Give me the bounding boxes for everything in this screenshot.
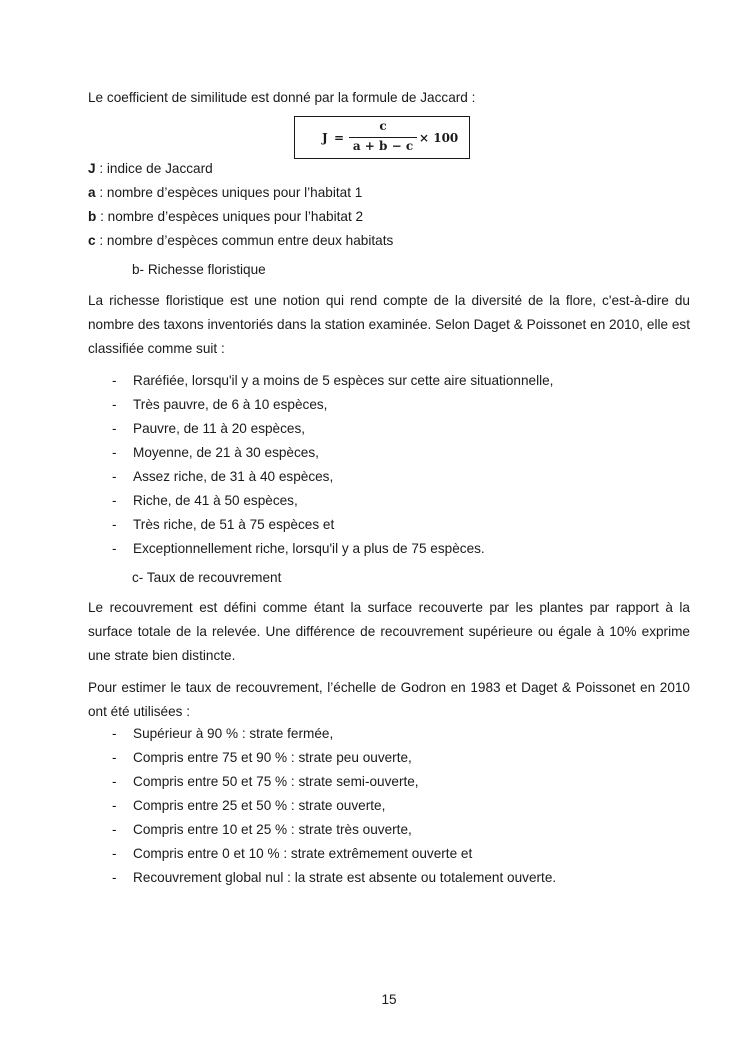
list-item: - Exceptionnellement riche, lorsqu'il y a plus de 75 espèces.	[112, 541, 485, 556]
formula-lhs: J	[322, 131, 328, 145]
definition-term: b	[88, 209, 97, 224]
definition-item	[88, 229, 690, 253]
list-item: - Assez riche, de 31 à 40 espèces,	[112, 469, 334, 484]
definition-item	[88, 157, 690, 181]
recouvrement-list	[88, 722, 690, 890]
list-item: - Compris entre 50 et 75 % : strate semi-ouverte,	[112, 774, 419, 789]
list-item: - Compris entre 75 et 90 % : strate peu ouverte,	[112, 750, 412, 765]
jaccard-formula	[294, 116, 470, 159]
list-item: - Très riche, de 51 à 75 espèces et	[112, 517, 335, 532]
list-item: - Pauvre, de 11 à 20 espèces,	[112, 421, 306, 436]
section-heading-recouvrement: c- Taux de recouvrement	[132, 570, 282, 585]
list-item: - Très pauvre, de 6 à 10 espèces,	[112, 397, 328, 412]
richesse-paragraph: La richesse floristique est une notion qui rend compte de la diversité de la flore, c'est-à-dire du nombre des taxons inventoriés dans la station examinée. Selon Daget & Poissonet en 2010, elle est classifiée comme suit :	[88, 293, 690, 356]
intro-text: Le coefficient de similitude est donné par la formule de Jaccard :	[88, 90, 476, 105]
list-item: - Riche, de 41 à 50 espèces,	[112, 493, 298, 508]
formula-multiplier: × 100	[419, 131, 459, 145]
definition-text: : indice de Jaccard	[95, 161, 213, 176]
list-item: - Raréfiée, lorsqu'il y a moins de 5 espèces sur cette aire situationnelle,	[112, 373, 554, 388]
richesse-list	[88, 369, 690, 561]
definition-item	[88, 205, 690, 229]
recouvrement-paragraph: Le recouvrement est défini comme étant la surface recouverte par les plantes par rapport à la surface totale de la relevée. Une différence de recouvrement supérieure ou égale à 10% exprime une strate bien distincte.	[88, 600, 690, 663]
definition-term: a	[88, 185, 96, 200]
list-item: - Recouvrement global nul : la strate est absente ou totalement ouverte.	[112, 870, 557, 885]
formula-equals: =	[334, 131, 345, 145]
section-heading-richesse: b- Richesse floristique	[132, 262, 266, 277]
formula-denominator: a + b − c	[352, 139, 414, 153]
definition-text: : nombre d’espèces commun entre deux habitats	[95, 233, 394, 248]
document-page	[88, 0, 690, 1053]
definitions-list	[88, 157, 690, 253]
definition-item	[88, 181, 690, 205]
definition-term: c	[88, 233, 96, 248]
list-item: - Supérieur à 90 % : strate fermée,	[112, 726, 334, 741]
definition-text: : nombre d’espèces uniques pour l’habitat 2	[96, 209, 364, 224]
list-item: - Compris entre 0 et 10 % : strate extrêmement ouverte et	[112, 846, 473, 861]
list-item: - Moyenne, de 21 à 30 espèces,	[112, 445, 319, 460]
page-number: 15	[381, 992, 397, 1007]
formula-numerator: c	[379, 119, 387, 133]
list-item: - Compris entre 10 et 25 % : strate très ouverte,	[112, 822, 412, 837]
formula-fraction-bar	[349, 137, 417, 138]
list-item: - Compris entre 25 et 50 % : strate ouverte,	[112, 798, 386, 813]
definition-term: J	[88, 161, 96, 176]
definition-text: : nombre d’espèces uniques pour l’habitat 1	[95, 185, 363, 200]
estimation-paragraph: Pour estimer le taux de recouvrement, l’échelle de Godron en 1983 et Daget & Poissonet en 2010 ont été utilisées :	[88, 680, 690, 719]
